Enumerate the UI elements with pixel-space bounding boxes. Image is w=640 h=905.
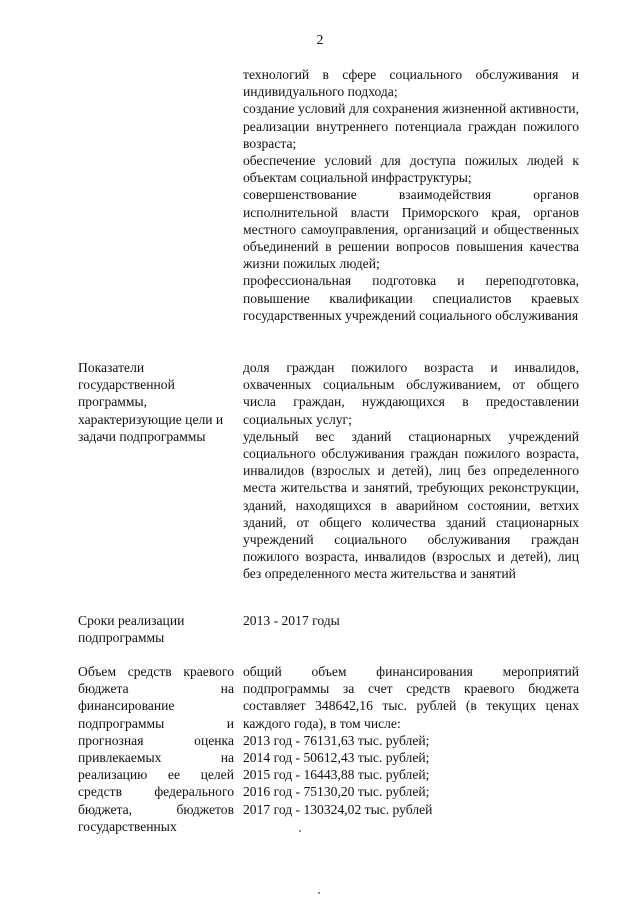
tasks-content [243,66,579,324]
funding-year-line: 2015 год - 16443,88 тыс. рублей; [243,767,430,783]
indicator-paragraph: доля граждан пожилого возраста и инвалидов, охваченных социальным обслуживанием, от общего числа граждан, нуждающихся в предоставлении социальных услуг; [243,360,579,427]
task-paragraph: обеспечение условий для доступа пожилых людей к объектам социальной инфраструктуры; [243,153,579,186]
funding-label: Объем средств краевого бюджета на финансирование подпрограммы и прогнозная оценка привлекаемых на реализацию ее целей средств федерального бюджета, бюджетов государственных [78,664,234,834]
timeframe-label: Сроки реализации подпрограммы [78,613,185,646]
scan-speck [318,892,320,894]
page-number: 2 [316,33,324,48]
timeframe-value: 2013 - 2017 годы [243,613,340,628]
funding-year-line: 2014 год - 50612,43 тыс. рублей; [243,750,430,766]
funding-year-line: 2017 год - 130324,02 тыс. рублей [243,801,433,817]
scan-speck [299,830,301,832]
indicators-label: Показатели государственной программы, характеризующие цели и задачи подпрограммы [78,360,224,444]
funding-year-line: 2013 год - 76131,63 тыс. рублей; [243,732,430,748]
task-paragraph: совершенствование взаимодействия органов исполнительной власти Приморского края, органов местного самоуправления, организаций и общественных объединений в решении вопросов повышения качества жизни пожилых людей; [243,187,579,272]
indicators-content [243,359,579,583]
task-paragraph: технологий в сфере социального обслуживания и индивидуального подхода; [243,67,579,100]
task-paragraph: создание условий для сохранения жизненной активности, реализации внутреннего потенциала граждан пожилого возраста; [243,101,579,151]
funding-intro: общий объем финансирования мероприятий подпрограммы за счет средств краевого бюджета составляет 348642,16 тыс. рублей (в текущих ценах каждого года), в том числе: [243,664,579,731]
funding-content [243,663,579,818]
funding-year-line: 2016 год - 75130,20 тыс. рублей; [243,784,430,800]
indicator-paragraph: удельный вес зданий стационарных учреждений социального обслуживания граждан пожилого возраста, инвалидов (взрослых и детей), лиц без определенного места жительства и занятий, требующих реконструкции, зданий, находящихся в аварийном состоянии, ветхих зданий, от общего количества зданий стационарных учреждений социального обслуживания граждан пожилого возраста, инвалидов (взрослых и детей), лиц без определенного места жительства и занятий [243,428,579,582]
task-paragraph: профессиональная подготовка и переподготовка, повышение квалификации специалистов краевых государственных учреждений социального обслуживания [243,273,579,323]
